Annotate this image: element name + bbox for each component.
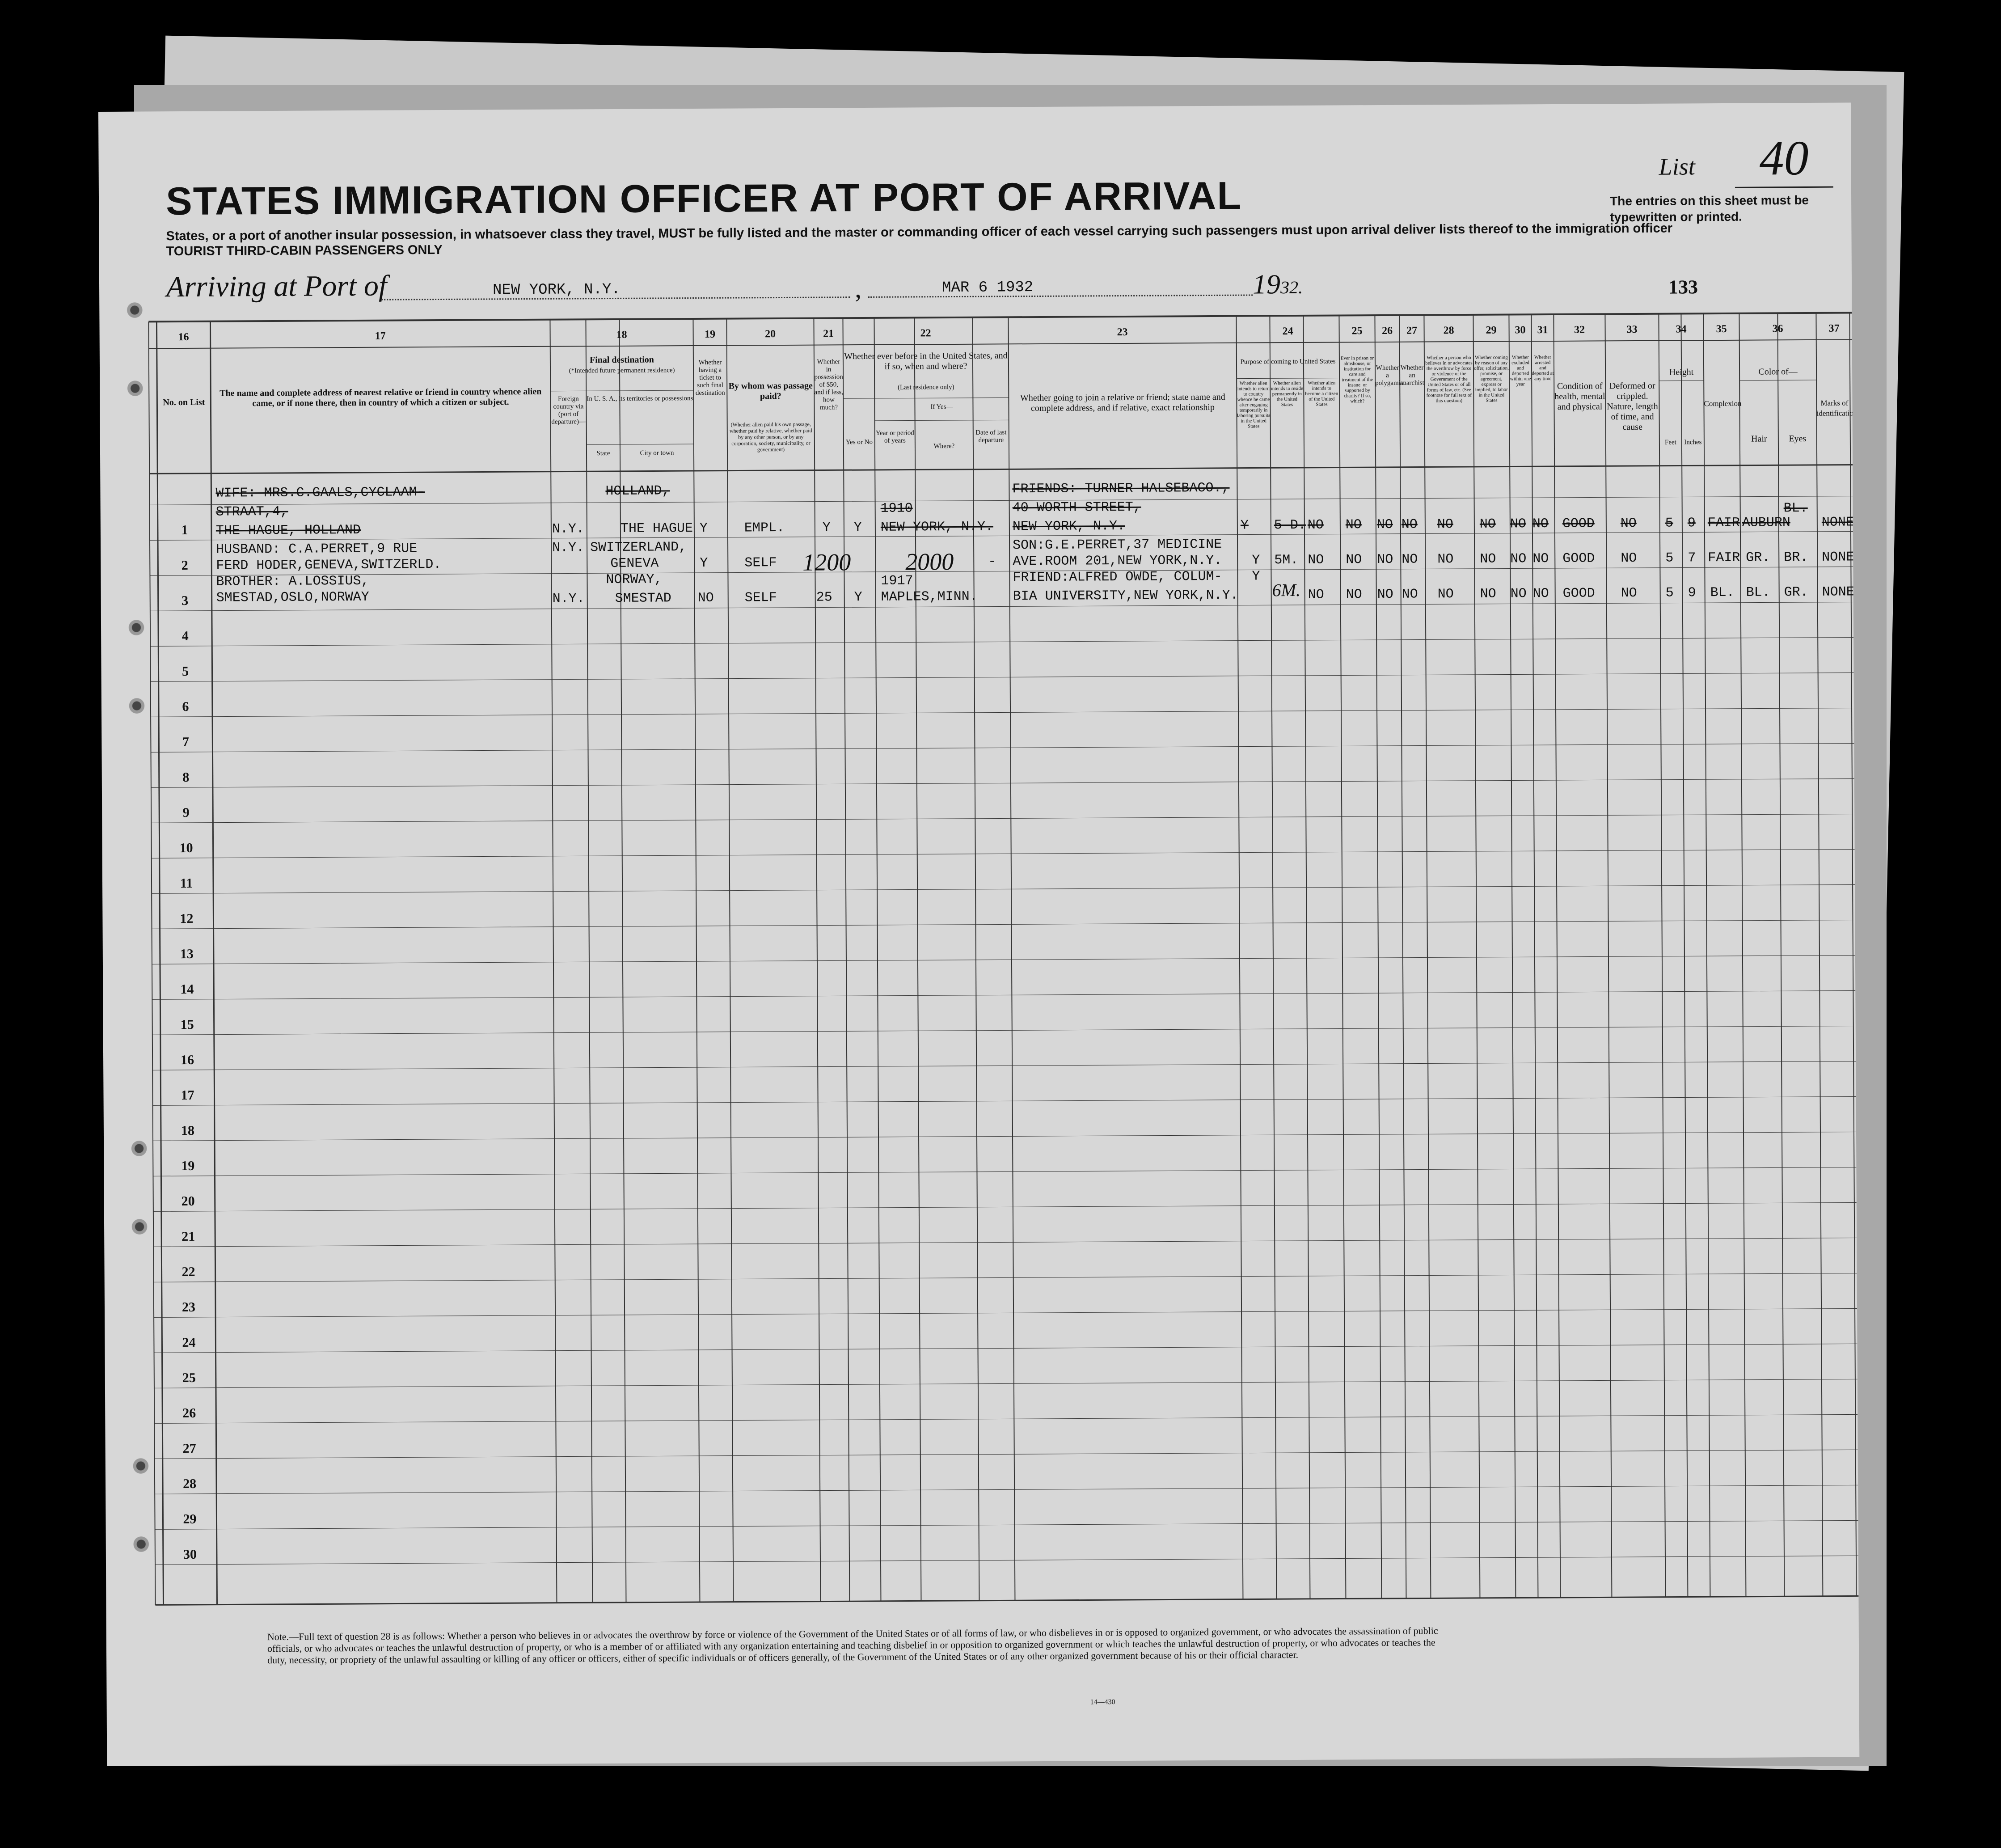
column-number: 34 [1676,323,1687,335]
join-line: SON:G.E.PERRET,37 MEDICINE [1013,537,1222,554]
year-prefix: 19 [1252,269,1281,300]
row-number: 9 [182,805,190,820]
dest-city: THE HAGUE [620,521,693,537]
column-number: 21 [823,328,834,340]
destination-line: GENEVA [610,556,659,572]
header-passage-paid: By whom was passage paid? [728,381,813,402]
row-number: 27 [182,1441,196,1456]
been-before: Y [853,520,862,536]
row-number: 16 [181,1052,194,1068]
deformed: NO [1621,585,1637,601]
question-28: NO [1437,517,1453,533]
column-number: 32 [1574,324,1585,336]
header-where: Where? [933,442,955,450]
deported: NO [1532,551,1549,567]
foreign-country: HOLLAND, [605,483,670,499]
contract-labor: NO [1479,516,1496,532]
money: Y [822,520,831,536]
header-anarchist: Whether an anarchist [1400,364,1424,387]
row-number: 24 [182,1335,196,1350]
height-inches: 7 [1688,550,1696,566]
header-final-destination: Final destination [589,355,654,365]
header-last-residence: (Last residence only) [897,383,954,391]
purpose-return: Y [1252,553,1260,568]
deformed: NO [1621,550,1637,567]
complexion: FAIR [1707,515,1740,531]
row-number: 13 [180,946,194,962]
manifest-sheet [98,102,1859,1766]
height-inches: 9 [1687,516,1696,531]
column-number: 30 [1515,324,1526,336]
destination-line: NORWAY, [606,572,663,588]
paid-by: EMPL. [744,520,785,536]
excluded: NO [1510,516,1526,532]
purpose-return: Y [1252,569,1260,584]
join-line: AVE.ROOM 201,NEW YORK,N.Y. [1013,553,1222,570]
column-number: 20 [765,328,776,340]
header-deported: Whether arrested and deported at any time [1532,354,1554,382]
column-number: 33 [1626,323,1638,336]
row-number: 28 [182,1476,197,1492]
relative-line: FERD HODER,GENEVA,SWITZERLD. [216,557,442,574]
arriving-label: Arriving at Port of [166,269,387,304]
purpose-reside: 5M. [1274,552,1299,568]
foreign-country: N.Y. [552,540,585,556]
header-purpose-return: Whether alien intends to return to country whence he came after engaging temporarily in laboring pursuits in the United States [1237,381,1271,429]
column-number: 23 [1117,326,1128,338]
paid-by: SELF [744,555,777,571]
eyes: BL. [1783,500,1808,516]
destination-line: SWITZERLAND, [590,540,687,556]
row-number: 8 [182,770,190,785]
row-number: 20 [181,1193,195,1209]
ticket: NO [697,590,714,606]
footnote-question-28: Note.—Full text of question 28 is as follows: Whether a person who believes in or advocates the overthrow by force or violence of the Government of the United States or of all forms of law, or who disbelieves in or is opposed to organized government, or who advocates the assassination of public officials, or who advocates or teaches the unlawful destruction of property, or who is a member of or affiliated with any organization entertaining and teaching disbelief in or opposition to organized government or which teaches the unlawful destruction of property, or who advocates or teaches the duty, necessity, or propriety of the unlawful assaulting or killing of any officer or officers, either of specific individuals or of officers generally, of the Government of the United States or of any other organized government because of his or their official character. [267,1625,1438,1666]
deformed: NO [1620,516,1637,532]
header-money: Whether in possession of $50, and if less, how much? [814,358,844,411]
header-purpose-reside: Whether alien intends to reside permanently in the United States [1271,380,1303,408]
page-number: 133 [1668,276,1698,298]
header-join-relative: Whether going to join a relative or friend; state name and complete address, and if relative, exact relationship [1020,392,1225,414]
paid-by: SELF [744,590,777,606]
passenger-class: TOURIST THIRD-CABIN PASSENGERS ONLY [166,242,443,259]
row-number: 14 [180,981,194,997]
row-number: 29 [183,1511,197,1527]
height-feet: 5 [1665,516,1673,531]
polygamist: NO [1377,587,1393,603]
row-number: 18 [181,1123,195,1138]
purpose-citizen: NO [1307,517,1324,533]
header-prison: Ever in prison or almshouse, or institution for care and treatment of the insane, or supported by charity? If so, which? [1340,355,1374,404]
header-usa: In U. S. A., its territories or possessions [587,395,693,403]
question-28: NO [1437,552,1454,567]
form-title: STATES IMMIGRATION OFFICER AT PORT OF ARRIVAL [165,173,1242,224]
anarchist: NO [1402,552,1418,567]
row-number: 23 [182,1299,196,1315]
relative-line: WIFE: MRS.C.GAALS,CYCLAAM- [215,485,425,501]
relative-line: HUSBAND: C.A.PERRET,9 RUE [216,541,418,558]
row-number: 15 [180,1017,194,1032]
height-feet: 5 [1665,550,1674,566]
column-number: 35 [1716,323,1727,335]
header-ticket: Whether having a ticket to such final destination [695,359,725,397]
column-number: 37 [1828,322,1840,334]
join-line: BIA UNIVERSITY,NEW YORK,N.Y. [1013,588,1238,605]
typewritten-notice: The entries on this sheet must be typewritten or printed. [1610,193,1809,224]
relative-line: STRAAT,4, [215,504,288,520]
column-number: 29 [1486,324,1497,336]
marks: NONE [1822,584,1854,600]
purpose-return: Y [1240,518,1249,533]
deported: NO [1532,586,1549,602]
header-foreign-country: Foreign country via (port of departure)— [551,395,586,426]
relative-line: THE HAGUE, HOLLAND [215,522,361,539]
header-marks: Marks of identification [1816,398,1857,418]
deported: NO [1532,516,1549,532]
header-city: City or town [640,449,674,457]
prison: NO [1346,587,1362,603]
header-final-destination-note: (*Intended future permanent residence) [569,367,675,375]
row-number: 2 [181,558,188,573]
header-nearest-relative: The name and complete address of nearest relative or friend in country whence alien came, or if none there, then in country of which a citizen or subject. [220,386,542,409]
column-number: 16 [178,331,189,343]
arrival-port: NEW YORK, N.Y. [381,280,850,300]
row-number: 25 [182,1370,196,1386]
header-height: Height [1669,367,1694,377]
purpose-reside: 6M. [1272,579,1301,600]
separator: , [854,274,862,304]
row-number: 22 [182,1264,195,1280]
header-complexion: Complexion [1704,399,1742,408]
row-number: 19 [181,1158,195,1174]
header-color: Color of— [1758,367,1798,377]
column-number: 28 [1443,325,1454,337]
column-number: 36 [1772,323,1783,335]
marks: NONE [1822,550,1854,565]
hair: GR. [1746,550,1770,566]
row-number: 5 [182,664,189,679]
header-state: State [596,450,610,457]
dest-state: N.Y. [552,521,585,537]
row-number: 4 [182,628,189,644]
money: 25 [816,590,832,605]
column-number: 17 [375,330,386,342]
question-28: NO [1437,587,1454,602]
join-line: NEW YORK, N.Y. [1012,518,1126,535]
row-number: 12 [180,911,194,926]
year-before: 1910 [880,501,913,516]
height-feet: 5 [1665,585,1674,601]
header-health: Condition of health, mental and physical [1554,381,1605,412]
anarchist: NO [1402,587,1418,602]
header-if-yes: If Yes— [930,403,953,411]
money-handwritten: 2000 [905,548,954,575]
excluded: NO [1510,586,1527,602]
year-before: 1917 [881,573,913,589]
prison: NO [1345,517,1362,533]
row-number: 10 [179,840,193,856]
ticket: Y [700,555,708,571]
row-number: 26 [182,1405,196,1421]
header-question-28: Whether a person who believes in or advocates the overthrow by force or violence of the Government of the United States or of all forms of law, etc. (See footnote for full text of this question) [1425,355,1473,404]
column-number: 26 [1382,325,1393,337]
header-hair: Hair [1751,434,1767,444]
header-last-departure: Date of last departure [975,429,1007,444]
join-line: 40 WORTH STREET, [1012,499,1141,516]
row-number: 30 [183,1547,197,1562]
year-suffix: 32. [1280,277,1303,298]
relative-line: BROTHER: A.LOSSIUS, [216,573,369,590]
row-number: 7 [182,734,189,750]
health: GOOD [1562,586,1595,601]
excluded: NO [1510,551,1527,567]
polygamist: NO [1377,552,1393,568]
ticket: Y [699,520,708,536]
header-excluded: Whether excluded and deported within one year [1510,355,1531,387]
column-number: 22 [920,327,931,339]
header-purpose-citizen: Whether alien intends to become a citizen of the United States [1305,380,1338,407]
purpose-reside: 5 D. [1274,517,1306,533]
column-number: 19 [705,328,716,340]
join-line: FRIENDS: TURNER HALSEBACO., [1012,480,1230,497]
relative-line: SMESTAD,OSLO,NORWAY [216,589,369,606]
row-number: 3 [182,593,189,609]
header-contract-labor: Whether coming by reason of any offer, solicitation, promise, or agreement, express or implied, to labor in the United States [1474,355,1509,403]
header-passage-paid-note: (Whether alien paid his own passage, whether paid by relative, whether paid by any other person, or by any corporation, society, municipality, or government) [729,421,812,453]
row-number: 11 [180,875,193,891]
column-number: 18 [616,329,627,341]
column-number: 24 [1282,326,1293,338]
money-handwritten: 1200 [802,549,851,576]
prison: NO [1346,552,1362,568]
marks: NONE [1821,515,1854,530]
header-yes-no: Yes or No [845,438,873,446]
complexion: FAIR [1708,550,1740,566]
eyes: BR. [1784,550,1808,566]
header-year: Year or period of years [875,429,914,444]
column-number: 27 [1406,325,1418,337]
health: GOOD [1562,551,1595,567]
polygamist: NO [1376,517,1393,533]
header-polygamist: Whether a polygamist [1375,364,1405,387]
column-number: 31 [1537,324,1548,336]
health: GOOD [1562,516,1595,532]
list-number: 40 [1735,130,1833,188]
foreign-country: N.Y. [552,591,585,607]
anarchist: NO [1401,517,1418,533]
eyes: GR. [1784,584,1808,600]
join-line: FRIEND:ALFRED OWDE, COLUM- [1013,569,1222,586]
purpose-citizen: NO [1308,552,1324,568]
header-deformed: Deformed or crippled. Nature, length of time, and cause [1607,381,1658,432]
been-before: Y [854,590,862,605]
header-no-on-list: No. on List [163,397,205,408]
where-before: MAPLES,MINN. [881,589,978,605]
form-instructions: States, or a port of another insular possession, in whatsoever class they travel, MUST be fully listed and the master or commanding officer of each vessel carrying such passengers must upon arrival deliver lists thereof to the immigration officer [166,221,1673,244]
purpose-citizen: NO [1308,587,1324,603]
height-inches: 9 [1688,585,1696,601]
destination-line: SMESTAD [615,591,671,606]
contract-labor: NO [1480,586,1496,602]
complexion: BL. [1710,585,1735,601]
form-number: 14—430 [1090,1698,1115,1706]
hair: AUBURN [1742,515,1790,531]
arrival-date: MAR 6 1932 [868,278,1253,298]
list-label: List [1659,153,1695,180]
column-number: 25 [1351,325,1363,337]
row-number: 6 [182,699,189,715]
row-number: 17 [181,1087,194,1103]
header-eyes: Eyes [1789,434,1807,444]
where-before: NEW YORK, N.Y. [880,519,994,535]
row-number: 1 [181,522,188,538]
hair: BL. [1746,585,1770,600]
header-purpose: Purpose of coming to United States [1240,358,1336,366]
header-ever-before: Whether ever before in the United States, and if so, when and where? [844,351,1008,372]
contract-labor: NO [1480,551,1496,567]
last-departure: - [988,554,996,570]
row-number: 21 [182,1229,195,1244]
header-inches: Inches [1684,439,1702,446]
header-feet: Feet [1664,439,1676,446]
